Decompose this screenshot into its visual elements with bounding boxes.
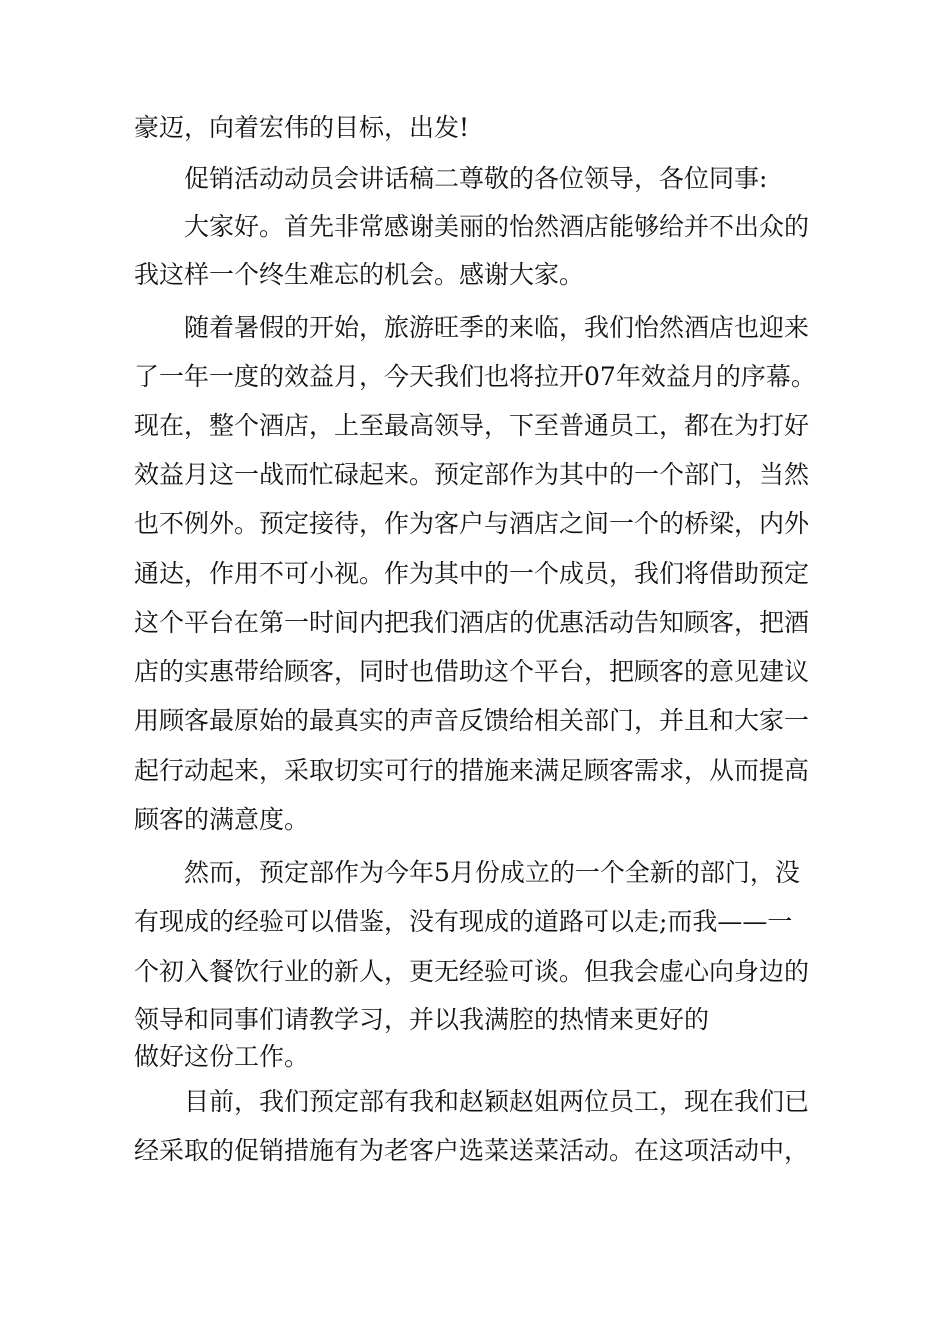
text-line: 店的实惠带给顾客，同时也借助这个平台，把顾客的意见建议 — [134, 657, 810, 686]
text-line: 然而，预定部作为今年5月份成立的一个全新的部门，没 — [184, 858, 800, 887]
text-line: 做好这份工作。 — [134, 1042, 310, 1071]
text-line: 促销活动动员会讲话稿二尊敬的各位领导，各位同事: — [184, 164, 768, 193]
text-line: 我这样一个终生难忘的机会。感谢大家。 — [134, 260, 585, 289]
text-line: 现在，整个酒店，上至最高领导，下至普通员工，都在为打好 — [134, 411, 810, 440]
text-line: 豪迈，向着宏伟的目标，出发! — [134, 113, 470, 142]
text-line: 效益月这一战而忙碌起来。预定部作为其中的一个部门，当然 — [134, 460, 810, 489]
text-line: 随着暑假的开始，旅游旺季的来临，我们怡然酒店也迎来 — [184, 313, 810, 342]
text-line: 经采取的促销措施有为老客户选菜送菜活动。在这项活动中， — [134, 1136, 810, 1165]
text-line: 顾客的满意度。 — [134, 805, 310, 834]
text-line: 用顾客最原始的最真实的声音反馈给相关部门，并且和大家一 — [134, 706, 810, 735]
text-line: 个初入餐饮行业的新人，更无经验可谈。但我会虚心向身边的 — [134, 957, 810, 986]
text-line: 通达，作用不可小视。作为其中的一个成员，我们将借助预定 — [134, 559, 810, 588]
text-line: 了一年一度的效益月，今天我们也将拉开07年效益月的序幕。 — [134, 362, 816, 391]
text-line: 起行动起来，采取切实可行的措施来满足顾客需求，从而提高 — [134, 756, 810, 785]
text-line: 大家好。首先非常感谢美丽的怡然酒店能够给并不出众的 — [184, 212, 810, 241]
text-line: 也不例外。预定接待，作为客户与酒店之间一个的桥梁，内外 — [134, 509, 810, 538]
text-line: 这个平台在第一时间内把我们酒店的优惠活动告知顾客，把酒 — [134, 608, 810, 637]
text-line: 目前，我们预定部有我和赵颖赵姐两位员工，现在我们已 — [184, 1087, 810, 1116]
text-line: 有现成的经验可以借鉴，没有现成的道路可以走;而我——一 — [134, 907, 793, 936]
text-line: 领导和同事们请教学习，并以我满腔的热情来更好的 — [134, 1005, 710, 1034]
